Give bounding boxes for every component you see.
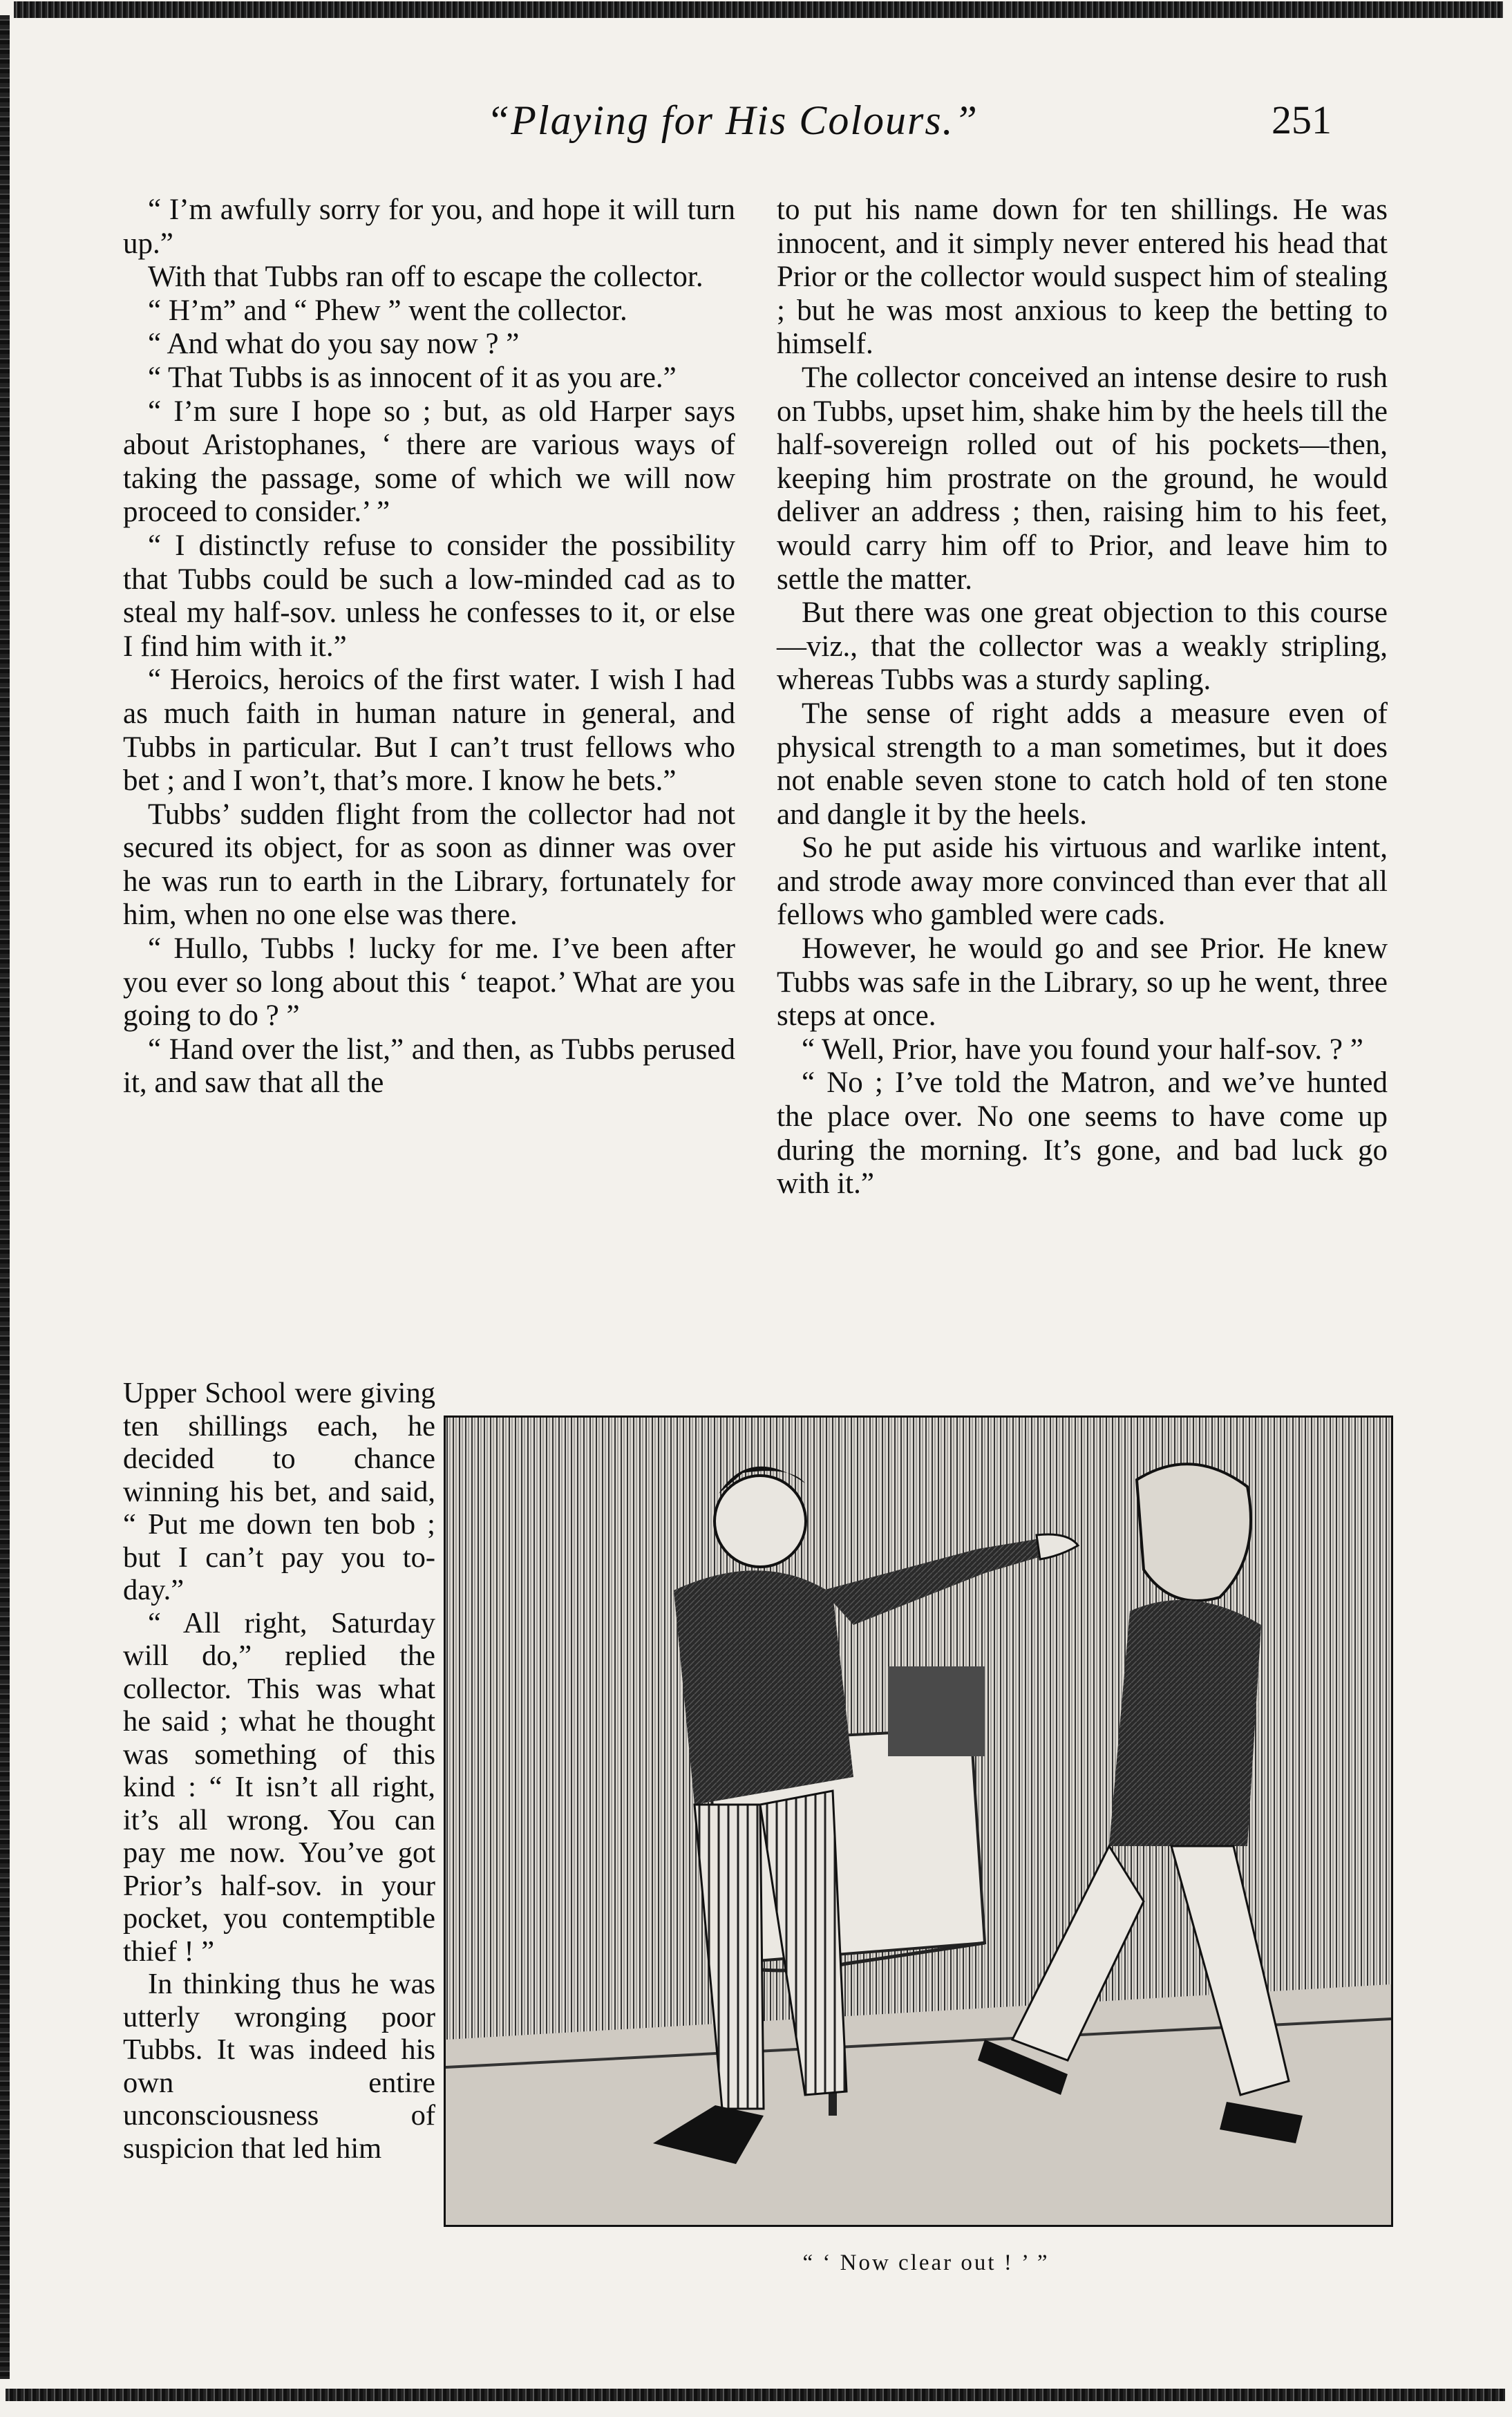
paragraph: “ Hullo, Tubbs ! lucky for me. I’ve been after you ever so long about this ‘ teapot.’ What are you going to do ? ” [123,932,735,1033]
paragraph: However, he would go and see Prior. He knew Tubbs was safe in the Library, so up he went, three steps at once. [777,932,1388,1033]
left-border-rule [0,15,10,2379]
paragraph: “ Hand over the list,” and then, as Tubbs perused it, and saw that all the [123,1033,735,1100]
engraving-illustration [444,1416,1393,2227]
top-border-rule [14,1,1503,18]
books-on-table [888,1666,985,1756]
paragraph: “ And what do you say now ? ” [148,328,520,361]
paragraph: So he put aside his virtuous and warlike intent, and strode away more convinced than ever that all fellows who gambled were cads. [777,831,1388,932]
paragraph: Tubbs’ sudden flight from the collector had not secured its object, for as soon as dinner was over he was run to earth in the Library, fortunately for him, when no one else was there. [123,798,735,932]
paragraph: “ I’m awfully sorry for you, and hope it will turn up.” [123,194,735,260]
narrow-text-column [123,1377,435,2165]
illustration-caption: “ ‘ Now clear out ! ’ ” [802,2250,1050,2275]
paragraph: “ That Tubbs is as innocent of it as you are.” [148,361,677,394]
paragraph: “ H’m” and “ Phew ” went the collector. [148,294,627,327]
right-text-column [777,194,1388,1201]
paragraph: “ I’m sure I hope so ; but, as old Harper says about Aristophanes, ‘ there are various ways of taking the passage, some of which we will now proceed to consider.’ ” [123,395,735,529]
bottom-border-rule [6,2389,1505,2401]
illustration-art [446,1418,1391,2225]
paragraph: With that Tubbs ran off to escape the collector. [148,261,703,294]
paragraph: Upper School were giving ten shillings each, he decided to chance winning his bet, and said, “ Put me down ten bob ; but I can’t pay you to-day.” [123,1377,435,1606]
paragraph: The collector conceived an intense desire to rush on Tubbs, upset him, shake him by the heels till the half-sovereign rolled out of his pockets—then, keeping him prostrate on the ground, he would deliver an address ; then, raising him to his feet, would carry him off to Prior, and leave him to settle the matter. [777,361,1388,596]
paragraph: “ I distinctly refuse to consider the possibility that Tubbs could be such a low-minded cad as to steal my half-sov. unless he confesses to it, or else I find him with it.” [123,529,735,663]
paragraph: The sense of right adds a measure even of physical strength to a man sometimes, but it does not enable seven stone to catch hold of ten stone and dangle it by the heels. [777,697,1388,831]
page-number: 251 [1272,97,1332,142]
paragraph: to put his name down for ten shillings. He was innocent, and it simply never entered his head that Prior or the collector would suspect him of stealing ; but he was most anxious to keep the betting to himself. [777,194,1388,361]
paragraph: “ All right, Saturday will do,” replied the collector. This was what he said ; what he thought was something of this kind : “ It isn’t all right, it’s all wrong. You can pay me now. You’ve got Prior’s half-sov. in your pocket, you contemptible thief ! ” [123,1606,435,1968]
paragraph: “ Heroics, heroics of the first water. I wish I had as much faith in human nature in general, and Tubbs in particular. But I can’t trust fellows who bet ; and I won’t, that’s more. I know he bets.” [123,664,735,798]
paragraph: In thinking thus he was utterly wronging poor Tubbs. It was indeed his own entire unconsciousness of suspicion that led him [123,1968,435,2165]
paragraph: “ Well, Prior, have you found your half-sov. ? ” [802,1033,1363,1066]
left-text-column [123,194,735,1100]
paragraph: “ No ; I’ve told the Matron, and we’ve hunted the place over. No one seems to have come up during the morning. It’s gone, and bad luck go with it.” [777,1066,1388,1201]
paragraph: But there was one great objection to this course—viz., that the collector was a weakly stripling, whereas Tubbs was a sturdy sapling. [777,596,1388,697]
running-title: “Playing for His Colours.” [486,97,979,143]
